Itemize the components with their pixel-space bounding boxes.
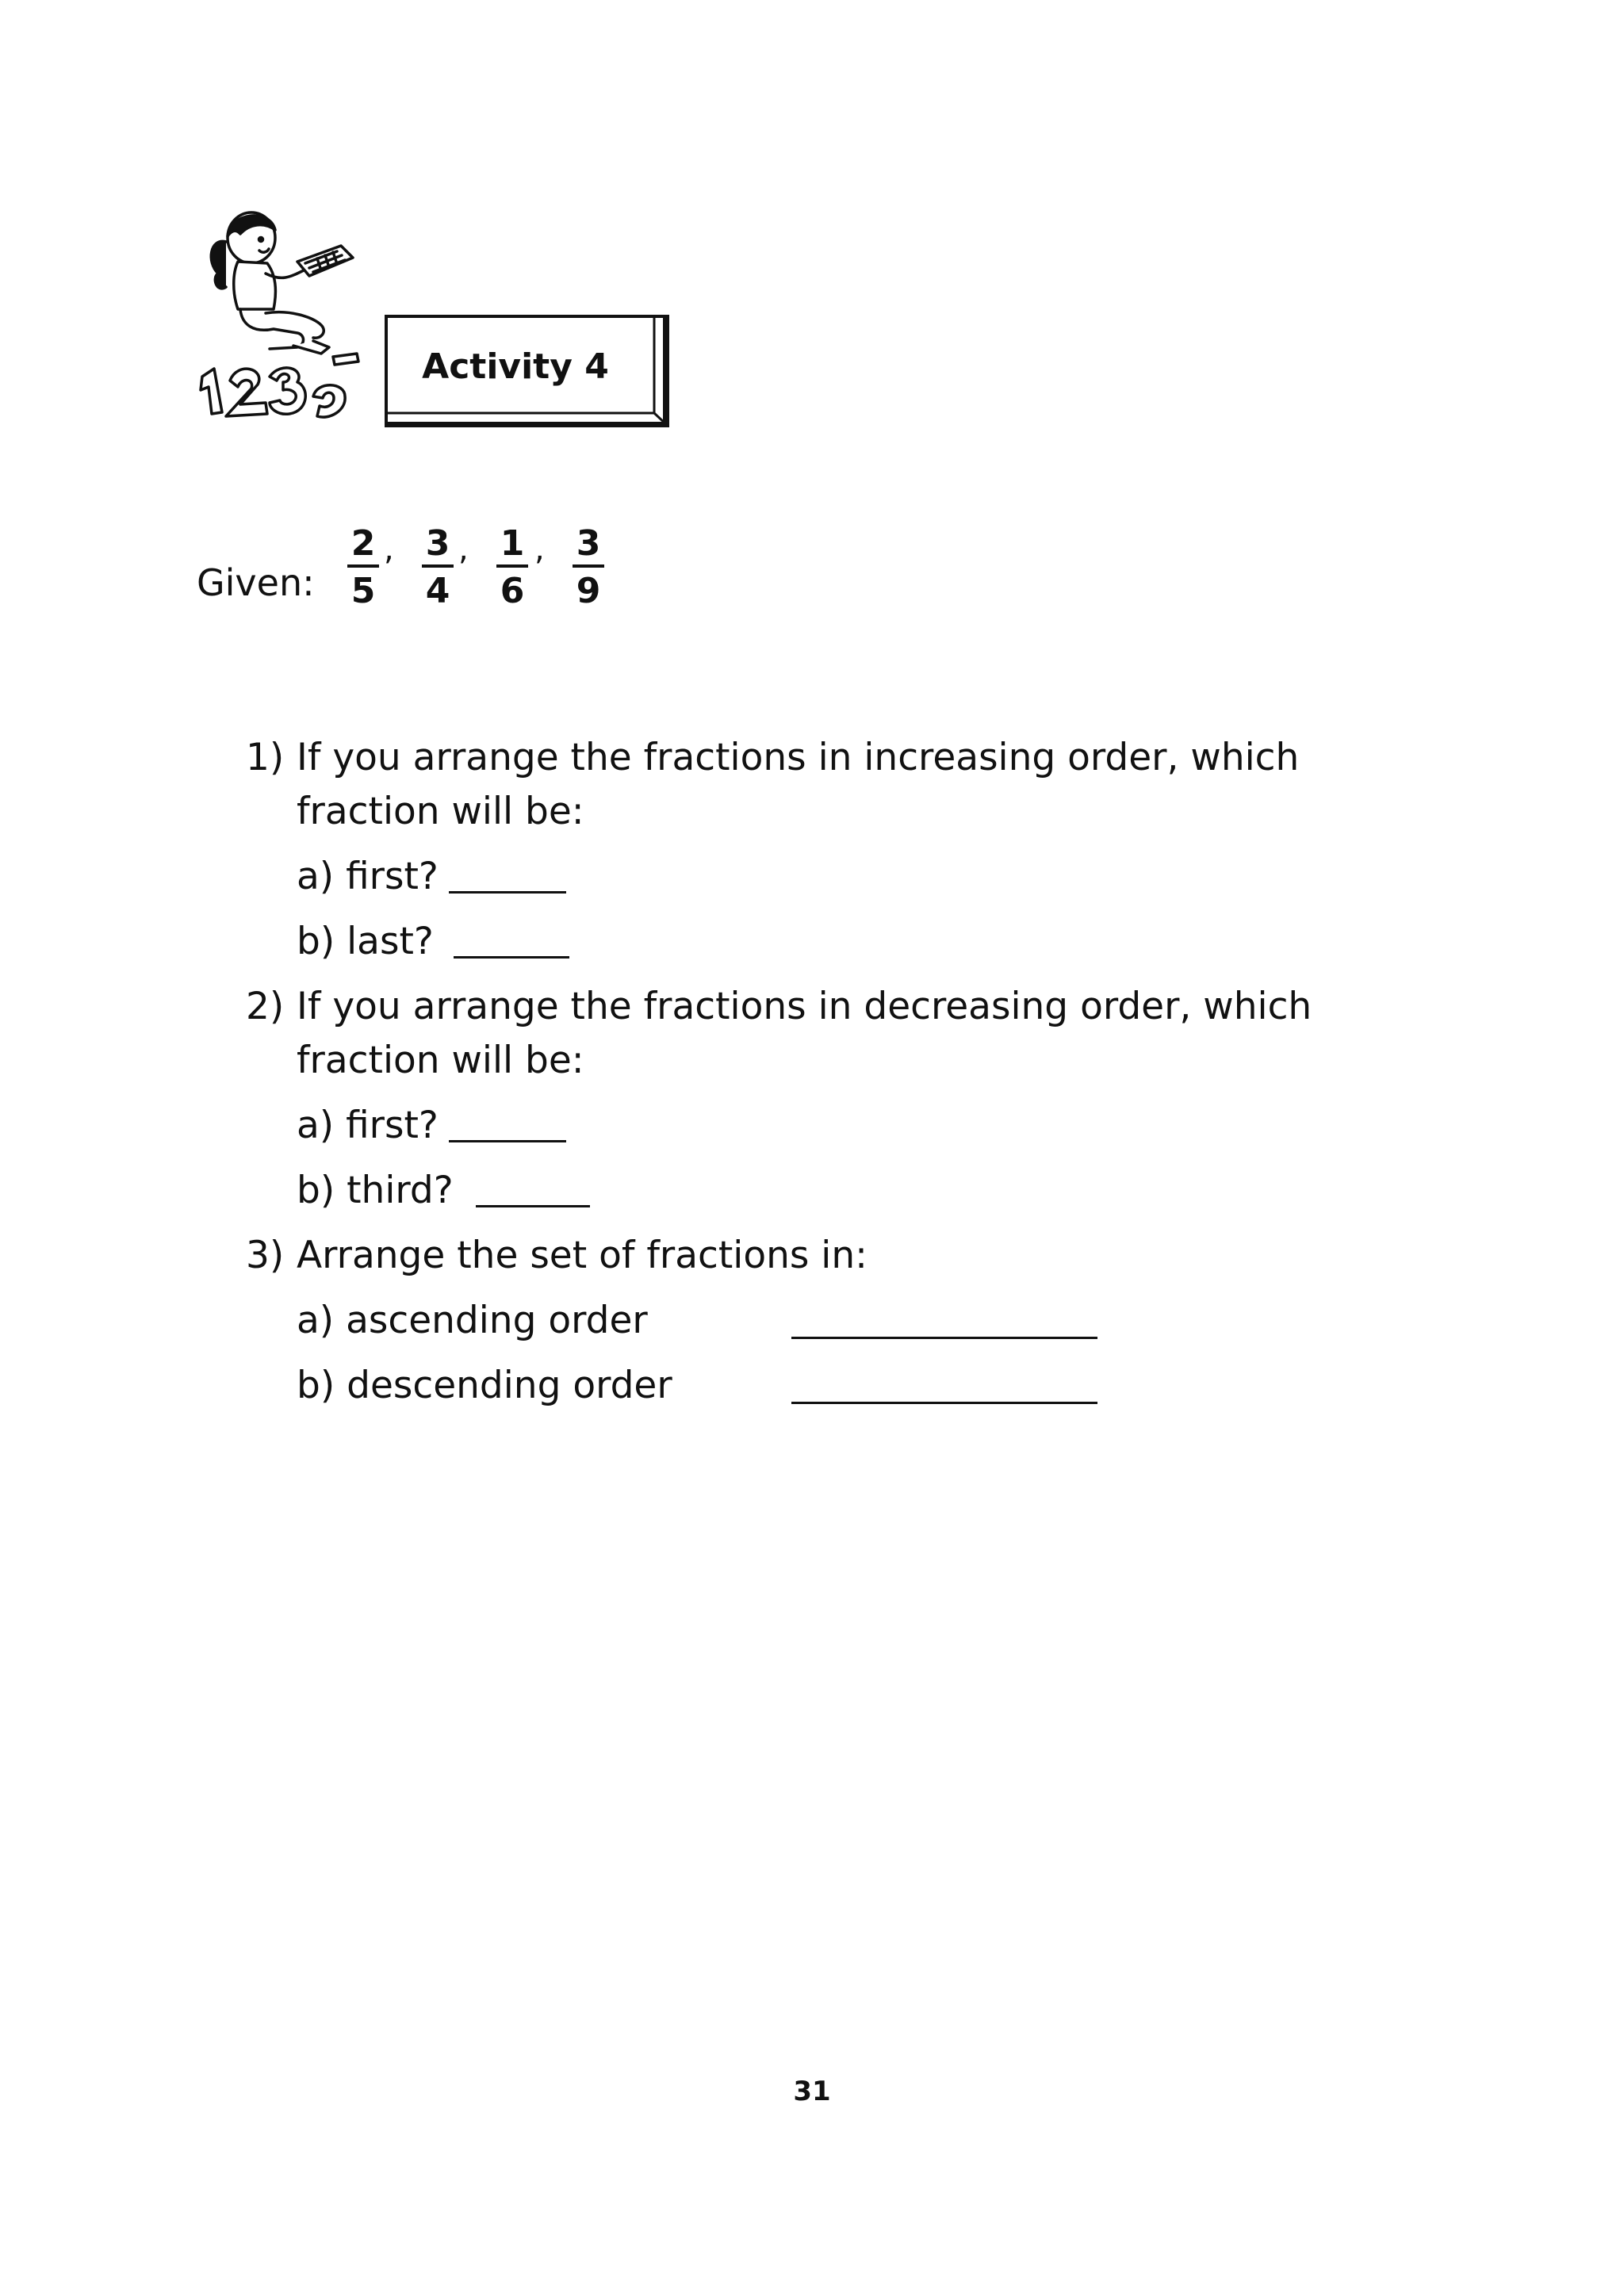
fraction-4 <box>573 523 604 615</box>
question-3a-answer-blank[interactable] <box>791 1337 1097 1339</box>
given-label: Given: <box>197 561 315 604</box>
question-1a-answer-blank[interactable] <box>449 891 566 894</box>
girl-with-calculator-illustration <box>194 198 393 436</box>
question-1a-label: a) first? <box>297 855 439 898</box>
question-2b-answer-blank[interactable] <box>476 1205 590 1207</box>
question-1-text-continued: fraction will be: <box>297 790 584 833</box>
question-3a-label: a) ascending order <box>297 1299 648 1342</box>
fraction-separator: , <box>384 531 394 568</box>
page-number: 31 <box>793 2076 831 2107</box>
question-2-number: 2) <box>246 985 285 1028</box>
question-1b-label: b) last? <box>297 920 434 963</box>
fraction-numerator: 3 <box>422 523 454 568</box>
question-1-text: If you arrange the fractions in increasing order, which <box>297 736 1300 779</box>
question-2b-label: b) third? <box>297 1169 454 1212</box>
question-3b-answer-blank[interactable] <box>791 1402 1097 1404</box>
fraction-separator: , <box>534 531 545 568</box>
fraction-denominator: 6 <box>500 571 525 611</box>
question-3-text: Arrange the set of fractions in: <box>297 1234 868 1277</box>
activity-title-box <box>385 315 670 430</box>
question-2-text: If you arrange the fractions in decreasing order, which <box>297 985 1312 1028</box>
question-1b-answer-blank[interactable] <box>454 956 569 959</box>
question-2-text-continued: fraction will be: <box>297 1039 584 1082</box>
activity-title: Activity 4 <box>422 346 609 387</box>
fraction-separator: , <box>458 531 469 568</box>
fraction-numerator: 3 <box>573 523 604 568</box>
question-2a-label: a) first? <box>297 1104 439 1147</box>
question-3-number: 3) <box>246 1234 285 1277</box>
question-2a-answer-blank[interactable] <box>449 1140 566 1142</box>
fraction-denominator: 4 <box>425 571 450 611</box>
question-3b-label: b) descending order <box>297 1364 672 1407</box>
fraction-denominator: 5 <box>350 571 376 611</box>
fraction-numerator: 1 <box>496 523 528 568</box>
fraction-denominator: 9 <box>576 571 601 611</box>
fraction-2 <box>422 523 454 615</box>
fraction-numerator: 2 <box>347 523 379 568</box>
fraction-3 <box>496 523 528 615</box>
given-fractions-row <box>197 523 910 626</box>
fraction-1 <box>347 523 379 615</box>
question-1-number: 1) <box>246 736 285 779</box>
